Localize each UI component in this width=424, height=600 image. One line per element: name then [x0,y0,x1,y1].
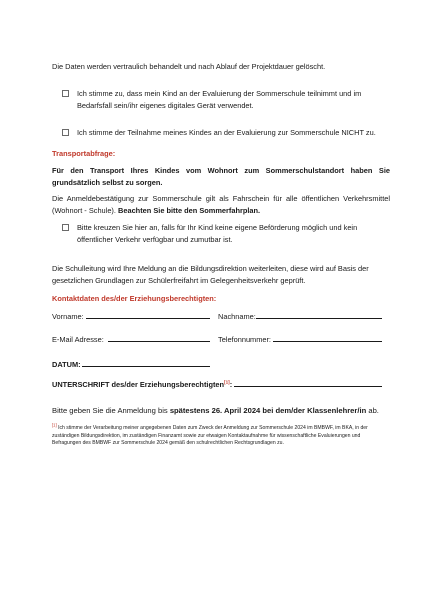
ticket-text: Die Anmeldebestätigung zur Sommerschule gilt als Fahrschein für alle öffentlichen Verkehrsmittel (Wohnort - Schule). [52,194,390,216]
evaluation-decline-row [62,127,388,139]
deadline-paragraph: Bitte geben Sie die Anmeldung bis spätestens 26. April 2024 bei dem/der Klassenlehrer/in ab. [52,406,379,415]
signature-field[interactable] [234,386,382,387]
footnote [52,422,380,448]
forwarding-paragraph: Die Schulleitung wird Ihre Meldung an die Bildungsdirektion weiterleiten, diese wird auf Basis der gesetzlichen Grundlagen zur Schülerfreifahrt im Gelegenheitsverkehr geprüft. [52,264,369,286]
footnote-mark: [1] [52,422,57,428]
contact-heading: Kontaktdaten des/der Erziehungsberechtigten: [52,294,217,303]
evaluation-decline-label: Ich stimme der Teilnahme meines Kindes an der Evaluierung zur Sommerschule NICHT zu. [77,128,376,137]
phone-label: Telefonnummer: [218,335,271,344]
phone-field[interactable] [273,341,382,342]
first-name-label: Vorname: [52,312,84,321]
email-field[interactable] [108,341,210,342]
date-label: DATUM: [52,360,81,369]
privacy-note: Die Daten werden vertraulich behandelt und nach Ablauf der Projektdauer gelöscht. [52,62,326,71]
evaluation-consent-label: Ich stimme zu, dass mein Kind an der Evaluierung der Sommerschule teilnimmt und im Bedarfsfall sein/ihr eigenes digitales Gerät verwendet. [77,89,362,111]
summer-schedule-note: Beachten Sie bitte den Sommerfahrplan. [118,206,261,216]
footnote-text: Ich stimme der Verarbeitung meiner angegebenen Daten zum Zweck der Anmeldung zur Sommerschule 2024 im BMBWF, im BKA, in der zuständigen Bildungsdirektion, im zuständigen Finanzamt sowie zur etwaigen Kontaktaufnahme für wissenschaftliche Evaluierungen und Befragungen des BMBWF zur Sommerschule 2024 gemäß den schulrechtlichen Rechtsgrundlagen zu. [52,425,368,447]
transport-request-label: Bitte kreuzen Sie hier an, falls für Ihr Kind keine eigene Beförderung möglich und kein öffentlicher Verkehr verfügbar und zumutbar ist. [77,223,358,245]
signature-footnote-mark: [1] [224,379,230,385]
ticket-paragraph [52,193,390,218]
transport-request-row [62,222,388,247]
date-field[interactable] [82,366,210,367]
evaluation-consent-checkbox[interactable] [62,90,69,97]
evaluation-decline-checkbox[interactable] [62,129,69,136]
evaluation-consent-row [62,88,388,113]
email-label: E-Mail Adresse: [52,335,104,344]
transport-self-paragraph: Für den Transport Ihres Kindes vom Wohnort zum Sommerschulstandort haben Sie grundsätzlich selbst zu sorgen. [52,166,390,188]
transport-request-checkbox[interactable] [62,224,69,231]
last-name-field[interactable] [256,318,382,319]
last-name-label: Nachname: [218,312,256,321]
deadline-date: spätestens 26. April 2024 bei dem/der Klassenlehrer/in [169,406,367,415]
transport-heading: Transportabfrage: [52,149,116,158]
first-name-field[interactable] [86,318,210,319]
signature-label: UNTERSCHRIFT des/der Erziehungsberechtigten[1]: [52,379,233,389]
